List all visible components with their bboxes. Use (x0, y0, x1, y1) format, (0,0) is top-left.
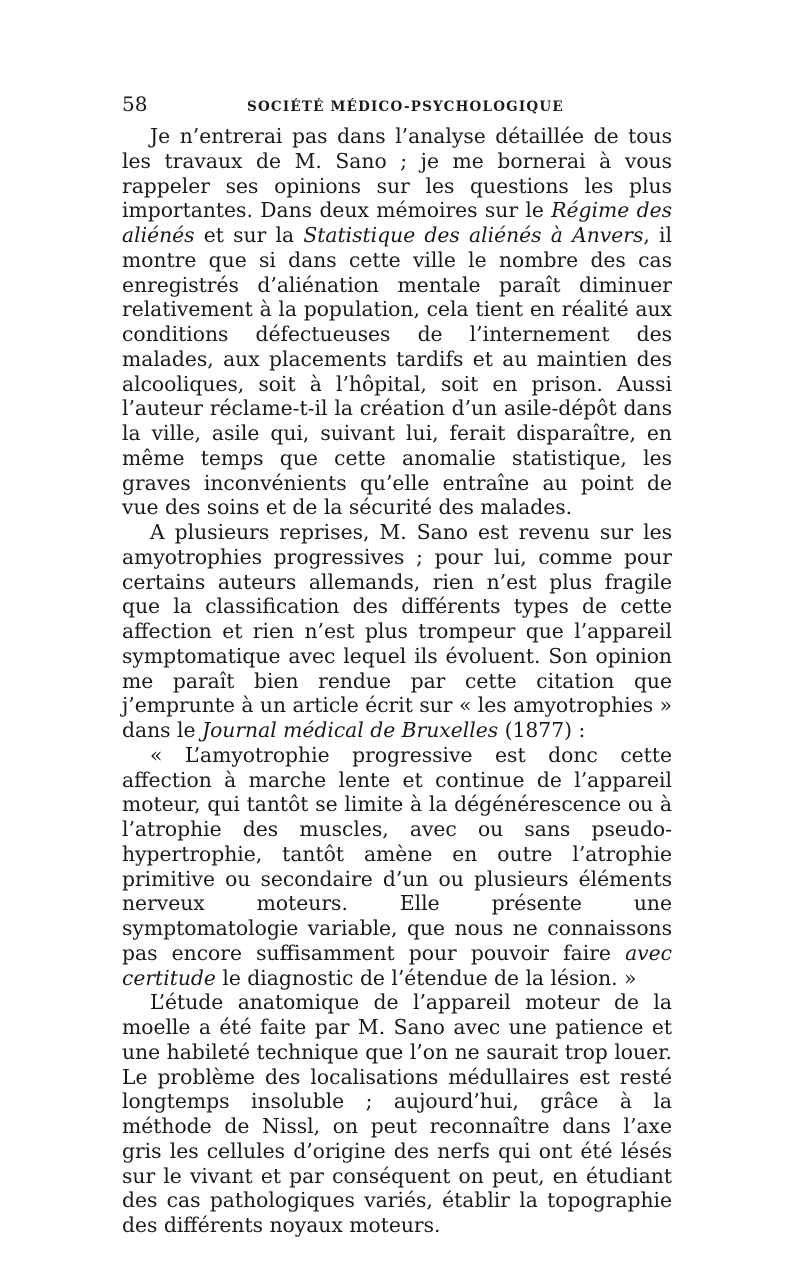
paragraph-4 (122, 990, 672, 1238)
title-statistique-des-alienes: Statistique des aliénés à Anvers (303, 223, 644, 247)
running-head: SOCIÉTÉ MÉDICO-PSYCHOLOGIQUE (247, 99, 564, 115)
paragraph-1-text-1: Je n’entrerai pas dans l’analyse détaillée de tous les travaux de M. Sano ; je me bornerai à vous rappeler ses opinions sur les questions les plus importantes. Dans deux mémoires sur le (122, 124, 672, 223)
quotation-text-1: « L’amyotrophie progressive est donc cette affection à marche lente et continue de l’appareil moteur, qui tantôt se limite à la dégénérescence ou à l’atrophie des muscles, avec ou sans pseudo-hypertrophie, tantôt amène en outre l’atrophie primitive ou secondaire d’un ou plusieurs éléments nerveux moteurs. Elle présente une symptomatologie variable, que nous ne connaissons pas encore suffisamment pour pouvoir faire (122, 742, 672, 965)
book-page (122, 92, 672, 1238)
paragraph-2 (122, 520, 672, 743)
quotation-emphasis: avec certitude (122, 940, 672, 990)
paragraph-1-text-3: , il montre que si dans cette ville le nombre des cas enregistrés d’aliénation mentale paraît diminuer relativement à la population, cela tient en réalité aux conditions défectueuses de l’internement des malades, aux placements tardifs et au maintien des alcooliques, soit à l’hôpital, soit en prison. Aussi l’auteur réclame-t-il la création d’un asile-dépôt dans la ville, asile qui, suivant lui, ferait disparaître, en même temps que cette anomalie statistique, les graves inconvénients qu’elle entraîne au point de vue des soins et de la sécurité des malades. (122, 223, 672, 520)
page-header (122, 92, 672, 124)
paragraph-2-text-1: A plusieurs reprises, M. Sano est revenu sur les amyotrophies progressives ; pour lui, comme pour certains auteurs allemands, rien n’est plus fragile que la classification des différents types de cette affection et rien n’est plus trompeur que l’appareil symptomatique avec lequel ils évoluent. Son opinion me paraît bien rendue par cette citation que j’emprunte à un article écrit sur « les amyotrophies » dans le (122, 520, 672, 742)
quotation-text-2: le diagnostic de l’étendue de la lésion. » (215, 965, 637, 990)
title-regime-des-alienes: Régime des aliénés (122, 198, 672, 247)
paragraph-4-text: L’étude anatomique de l’appareil moteur de la moelle a été faite par M. Sano avec une patience et une habileté technique que l’on ne saurait trop louer. Le problème des localisations médullaires est resté longtemps insoluble ; aujourd’hui, grâce à la méthode de Nissl, on peut reconnaître dans l’axe gris les cellules d’origine des nerfs qui ont été lésés sur le vivant et par conséquent on peut, en étudiant des cas pathologiques variés, établir la topographie des différents noyaux moteurs. (122, 990, 672, 1237)
journal-title: Journal médical de Bruxelles (201, 718, 499, 742)
paragraph-1 (122, 124, 672, 520)
paragraph-1-text-2: et sur la (194, 223, 304, 247)
paragraph-2-text-2: (1877) : (498, 718, 586, 742)
page-number: 58 (122, 92, 148, 116)
quotation-paragraph (122, 743, 672, 991)
